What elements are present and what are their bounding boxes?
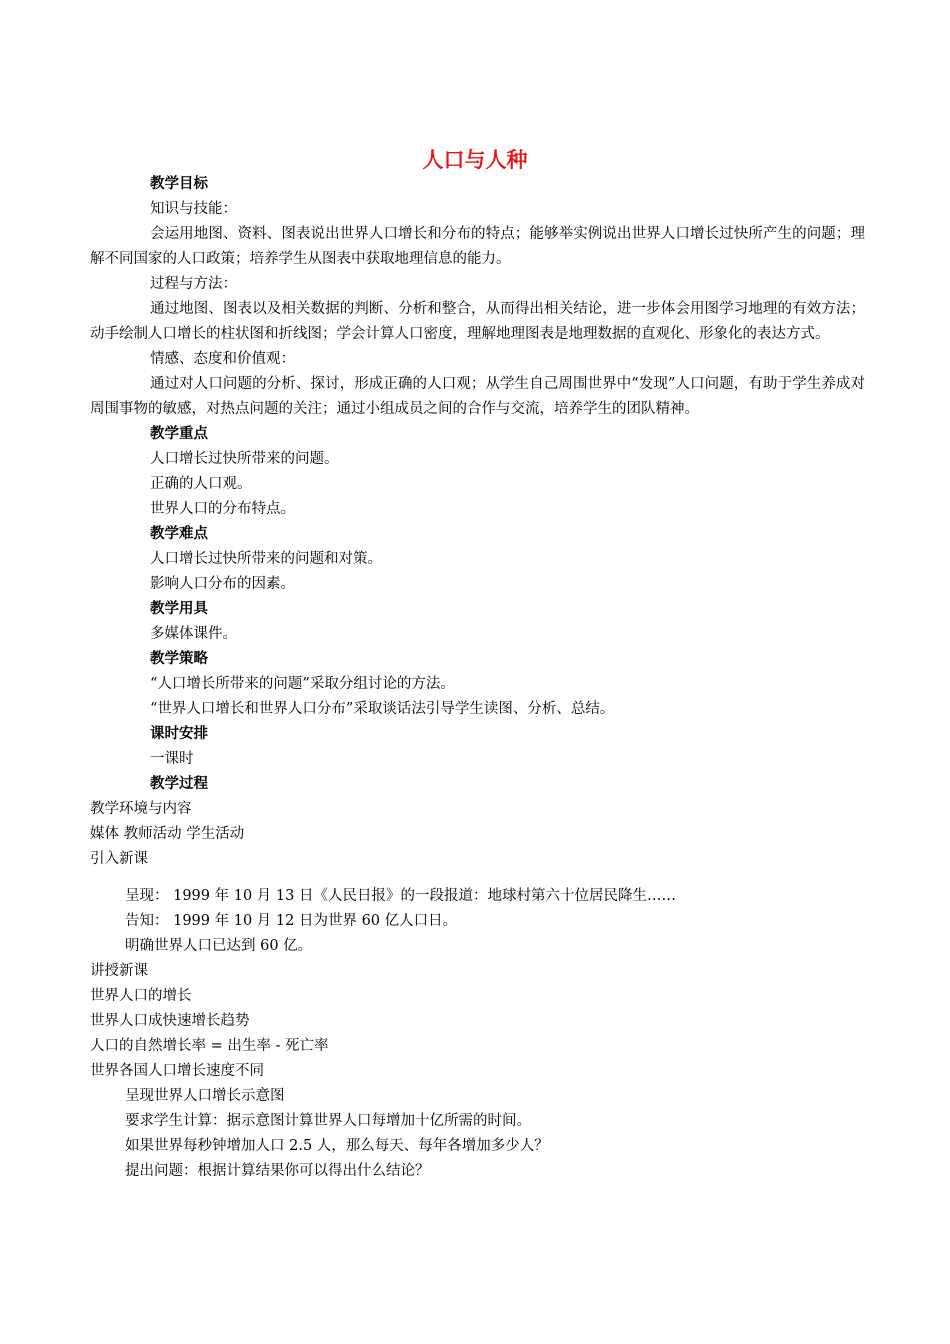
list-item: 告知： 1999 年 10 月 12 日为世界 60 亿人口日。 (125, 913, 458, 929)
heading-teaching-process: 教学过程 (150, 776, 208, 792)
list-item: 一课时 (150, 751, 194, 767)
label-emotion: 情感、态度和价值观： (150, 351, 295, 367)
lesson-line: 人口的自然增长率 = 出生率 - 死亡率 (90, 1038, 329, 1054)
heading-key-points: 教学重点 (150, 426, 208, 442)
list-item: 明确世界人口已达到 60 亿。 (125, 938, 313, 954)
lesson-env-line: 教学环境与内容 (90, 801, 192, 817)
heading-schedule: 课时安排 (150, 726, 208, 742)
heading-difficulties: 教学难点 (150, 526, 208, 542)
list-item: 要求学生计算：据示意图计算世界人口每增加十亿所需的时间。 (125, 1113, 531, 1129)
lesson-line: 世界各国人口增长速度不同 (90, 1063, 264, 1079)
lesson-line: 世界人口成快速增长趋势 (90, 1013, 250, 1029)
list-item: 呈现： 1999 年 10 月 13 日《人民日报》的一段报道：地球村第六十位居民降生…… (125, 888, 676, 904)
lesson-columns-line: 媒体 教师活动 学生活动 (90, 826, 245, 842)
heading-strategy: 教学策略 (150, 651, 208, 667)
list-item: 多媒体课件。 (150, 626, 237, 642)
lesson-intro-line: 引入新课 (90, 851, 148, 867)
spacer (90, 872, 865, 884)
list-item: 呈现世界人口增长示意图 (125, 1088, 285, 1104)
lesson-teach-line: 讲授新课 (90, 963, 148, 979)
paragraph-process: 通过地图、图表以及相关数据的判断、分析和整合，从而得出相关结论，进一步体会用图学习地理的有效方法；动手绘制人口增长的柱状图和折线图；学会计算人口密度，理解地理图表是地理数据的直观化、形象化的表达方式。 (90, 301, 865, 342)
label-knowledge: 知识与技能： (150, 201, 237, 217)
list-item: 世界人口的分布特点。 (150, 501, 295, 517)
document-title: 人口与人种 (422, 148, 528, 172)
paragraph-emotion: 通过对人口问题的分析、探讨，形成正确的人口观；从学生自己周围世界中“发现”人口问题，有助于学生养成对周围事物的敏感，对热点问题的关注；通过小组成员之间的合作与交流，培养学生的团队精神。 (90, 376, 865, 417)
list-item: 人口增长过快所带来的问题和对策。 (150, 551, 382, 567)
heading-tools: 教学用具 (150, 601, 208, 617)
heading-objectives: 教学目标 (150, 176, 208, 192)
list-item: 人口增长过快所带来的问题。 (150, 451, 339, 467)
list-item: 正确的人口观。 (150, 476, 252, 492)
document-body (90, 172, 865, 1184)
list-item: 提出问题：根据计算结果你可以得出什么结论？ (125, 1163, 430, 1179)
list-item: “人口增长所带来的问题”采取分组讨论的方法。 (150, 676, 455, 692)
label-process: 过程与方法： (150, 276, 237, 292)
lesson-line: 世界人口的增长 (90, 988, 192, 1004)
list-item: 如果世界每秒钟增加人口 2.5 人，那么每天、每年各增加多少人？ (125, 1138, 549, 1154)
paragraph-knowledge: 会运用地图、资料、图表说出世界人口增长和分布的特点；能够举实例说出世界人口增长过快所产生的问题；理解不同国家的人口政策；培养学生从图表中获取地理信息的能力。 (90, 226, 865, 267)
list-item: “世界人口增长和世界人口分布”采取谈话法引导学生读图、分析、总结。 (150, 701, 615, 717)
list-item: 影响人口分布的因素。 (150, 576, 295, 592)
